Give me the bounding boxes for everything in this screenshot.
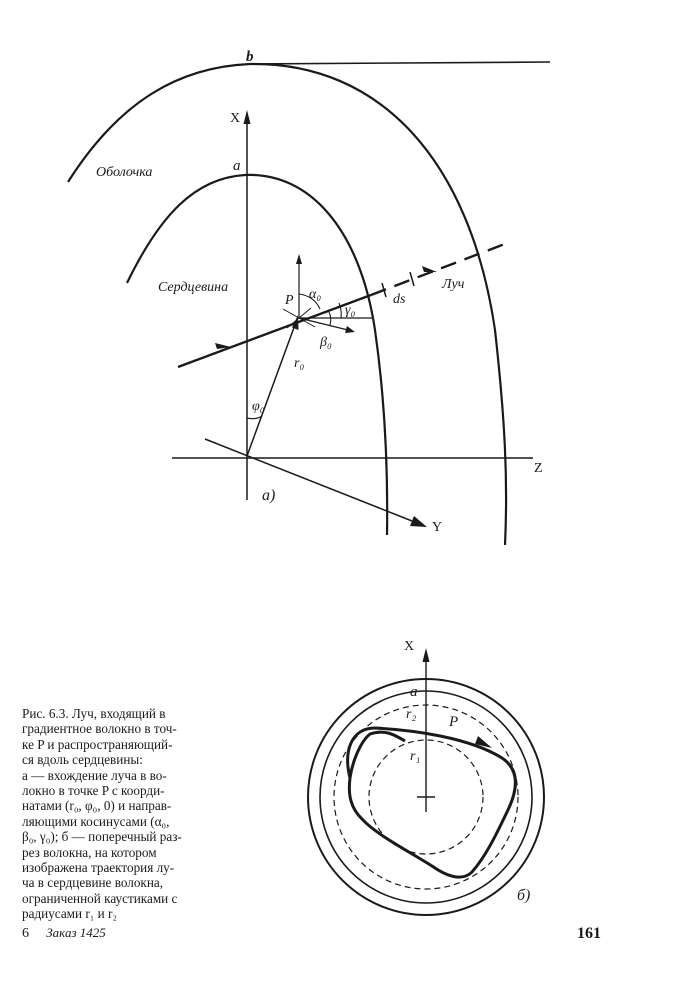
label-phi: φ₀ [252, 399, 265, 414]
label-ray: Луч [442, 277, 465, 292]
caption-line: ча в сердцевине волокна, [22, 875, 164, 891]
caption-line: ся вдоль сердцевины: [22, 752, 143, 768]
label-p-b: P [449, 714, 459, 730]
phi-arc [247, 416, 262, 419]
caption-line: натами (r₀, φ₀, 0) и направ- [22, 798, 172, 814]
figure-a [68, 62, 550, 545]
label-r1: r₁ [410, 749, 421, 764]
ds-tick-2 [410, 272, 414, 286]
caption-line: локно в точке P с коорди- [22, 783, 165, 799]
label-sublabel-a: а) [262, 487, 276, 504]
label-x-axis-b: X [404, 639, 415, 654]
ray-trajectory [348, 728, 516, 877]
label-core: Сердцевина [158, 280, 229, 295]
y-axis [205, 439, 412, 521]
x-axis-b-arrow [423, 648, 430, 662]
figure-b [308, 648, 544, 915]
caption-line: градиентное волокно в точ- [22, 721, 177, 737]
figure-caption [22, 706, 232, 922]
caption-line: β₀, γ₀); б — поперечный раз- [22, 829, 182, 845]
label-alpha: α₀ [309, 287, 322, 302]
p-beta-arrow [345, 326, 355, 333]
label-y-axis: Y [432, 520, 443, 535]
page-number: 161 [577, 925, 601, 942]
label-r2: r₂ [406, 707, 417, 722]
signature-number: 6 [22, 926, 29, 941]
caption-line: а — вхождение луча в во- [22, 767, 167, 783]
label-beta: β₀ [320, 335, 332, 350]
ray-arrow-out [422, 266, 437, 272]
radius-vector [247, 322, 296, 456]
caption-line: радиусами r₁ и r₂ [22, 906, 118, 922]
label-a-b: a [410, 684, 418, 700]
printer-signature [22, 925, 106, 942]
core-boundary [127, 175, 387, 535]
caption-line: Рис. 6.3. Луч, входящий в [22, 706, 166, 721]
label-p: P [285, 293, 294, 308]
x-axis-arrow [244, 110, 251, 124]
y-axis-arrow [410, 516, 427, 527]
label-ds: ds [393, 292, 406, 307]
label-gamma: γ₀ [345, 303, 356, 318]
caption-line: изображена траектория лу- [22, 860, 175, 876]
ray-dashed [371, 242, 510, 295]
p-beta-dir [299, 318, 348, 330]
ray-solid [178, 295, 371, 367]
label-r0: r₀ [294, 356, 305, 371]
caption-line: рез волокна, на котором [22, 844, 157, 860]
label-b: b [246, 49, 254, 65]
caption-line: ограниченной каустиками с [22, 890, 178, 906]
label-cladding: Оболочка [96, 165, 153, 180]
label-a: a [233, 158, 241, 174]
caption-line: ляющими косинусами (α₀, [22, 813, 170, 829]
label-x-axis: X [230, 111, 241, 126]
label-z-axis: Z [534, 461, 543, 476]
caption-line: ке P и распространяющий- [22, 736, 173, 752]
figure-a-labels [96, 49, 543, 535]
p-vertical-arrow [296, 254, 302, 264]
cladding-tangent [250, 62, 550, 64]
order-number: Заказ 1425 [46, 925, 106, 940]
label-sublabel-b: б) [517, 887, 531, 904]
